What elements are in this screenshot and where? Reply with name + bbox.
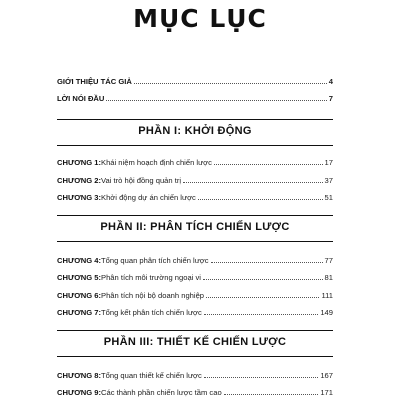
entry-page-number: 111 — [321, 291, 333, 300]
divider — [57, 215, 333, 216]
dot-leader — [224, 394, 319, 395]
chapter-number: CHƯƠNG 5: — [57, 273, 101, 282]
toc-entry-chapter[interactable] — [57, 173, 333, 185]
chapter-title: Tổng kết phân tích chiến lược — [101, 308, 202, 317]
chapter-title: Khởi động dự án chiến lược — [101, 193, 196, 202]
toc-entry-chapter[interactable] — [57, 155, 333, 167]
divider — [57, 145, 333, 146]
dot-leader — [183, 182, 322, 183]
part-heading: PHẦN III: THIẾT KẾ CHIẾN LƯỢC — [103, 336, 287, 348]
part-heading: PHẦN I: KHỞI ĐỘNG — [138, 125, 252, 137]
entry-page-number: 37 — [324, 176, 333, 185]
chapter-number: CHƯƠNG 1: — [57, 158, 101, 167]
dot-leader — [198, 199, 323, 200]
chapter-number: CHƯƠNG 7: — [57, 308, 101, 317]
divider — [57, 330, 333, 331]
chapter-title: Tổng quan phân tích chiến lược — [101, 256, 209, 265]
toc-entry-intro[interactable] — [57, 74, 333, 86]
toc-entry-chapter[interactable] — [57, 288, 333, 300]
toc-entry-chapter[interactable] — [57, 305, 333, 317]
dot-leader — [134, 83, 327, 84]
entry-page-number: 51 — [324, 193, 333, 202]
divider — [57, 241, 333, 242]
entry-label: LỜI NÓI ĐẦU — [57, 94, 105, 103]
chapter-number: CHƯƠNG 9: — [57, 388, 101, 397]
dot-leader — [106, 100, 326, 101]
chapter-title: Phân tích nội bộ doanh nghiệp — [101, 291, 205, 300]
toc-entry-chapter[interactable] — [57, 368, 333, 380]
part-heading: PHẦN II: PHÂN TÍCH CHIẾN LƯỢC — [100, 221, 290, 233]
entry-page-number: 7 — [328, 94, 333, 103]
dot-leader — [204, 314, 319, 315]
chapter-title: Các thành phần chiến lược tầm cao — [101, 388, 222, 397]
chapter-title: Khái niệm hoạch định chiến lược — [101, 158, 212, 167]
dot-leader — [203, 279, 323, 280]
chapter-number: CHƯƠNG 6: — [57, 291, 101, 300]
chapter-number: CHƯƠNG 8: — [57, 371, 101, 380]
divider — [57, 356, 333, 357]
toc-entry-chapter[interactable] — [57, 270, 333, 282]
toc-entry-chapter[interactable] — [57, 385, 333, 397]
divider — [57, 119, 333, 120]
entry-page-number: 77 — [324, 256, 333, 265]
entry-page-number: 4 — [328, 77, 333, 86]
toc-entry-chapter[interactable] — [57, 253, 333, 265]
toc-entry-chapter[interactable] — [57, 190, 333, 202]
page-title: MỤC LỤC — [133, 4, 267, 33]
entry-label: GIỚI THIỆU TÁC GIẢ — [57, 77, 132, 86]
chapter-title: Vai trò hội đồng quản trị — [101, 176, 182, 185]
entry-page-number: 17 — [324, 158, 333, 167]
chapter-number: CHƯƠNG 3: — [57, 193, 101, 202]
dot-leader — [206, 297, 319, 298]
dot-leader — [204, 377, 319, 378]
entry-page-number: 81 — [324, 273, 333, 282]
entry-page-number: 167 — [320, 371, 333, 380]
toc-entry-intro[interactable] — [57, 91, 333, 103]
entry-page-number: 149 — [320, 308, 333, 317]
dot-leader — [211, 262, 323, 263]
chapter-number: CHƯƠNG 4: — [57, 256, 101, 265]
dot-leader — [214, 164, 323, 165]
chapter-title: Phân tích môi trường ngoại vi — [101, 273, 201, 282]
chapter-title: Tổng quan thiết kế chiến lược — [101, 371, 202, 380]
chapter-number: CHƯƠNG 2: — [57, 176, 101, 185]
entry-page-number: 171 — [320, 388, 333, 397]
